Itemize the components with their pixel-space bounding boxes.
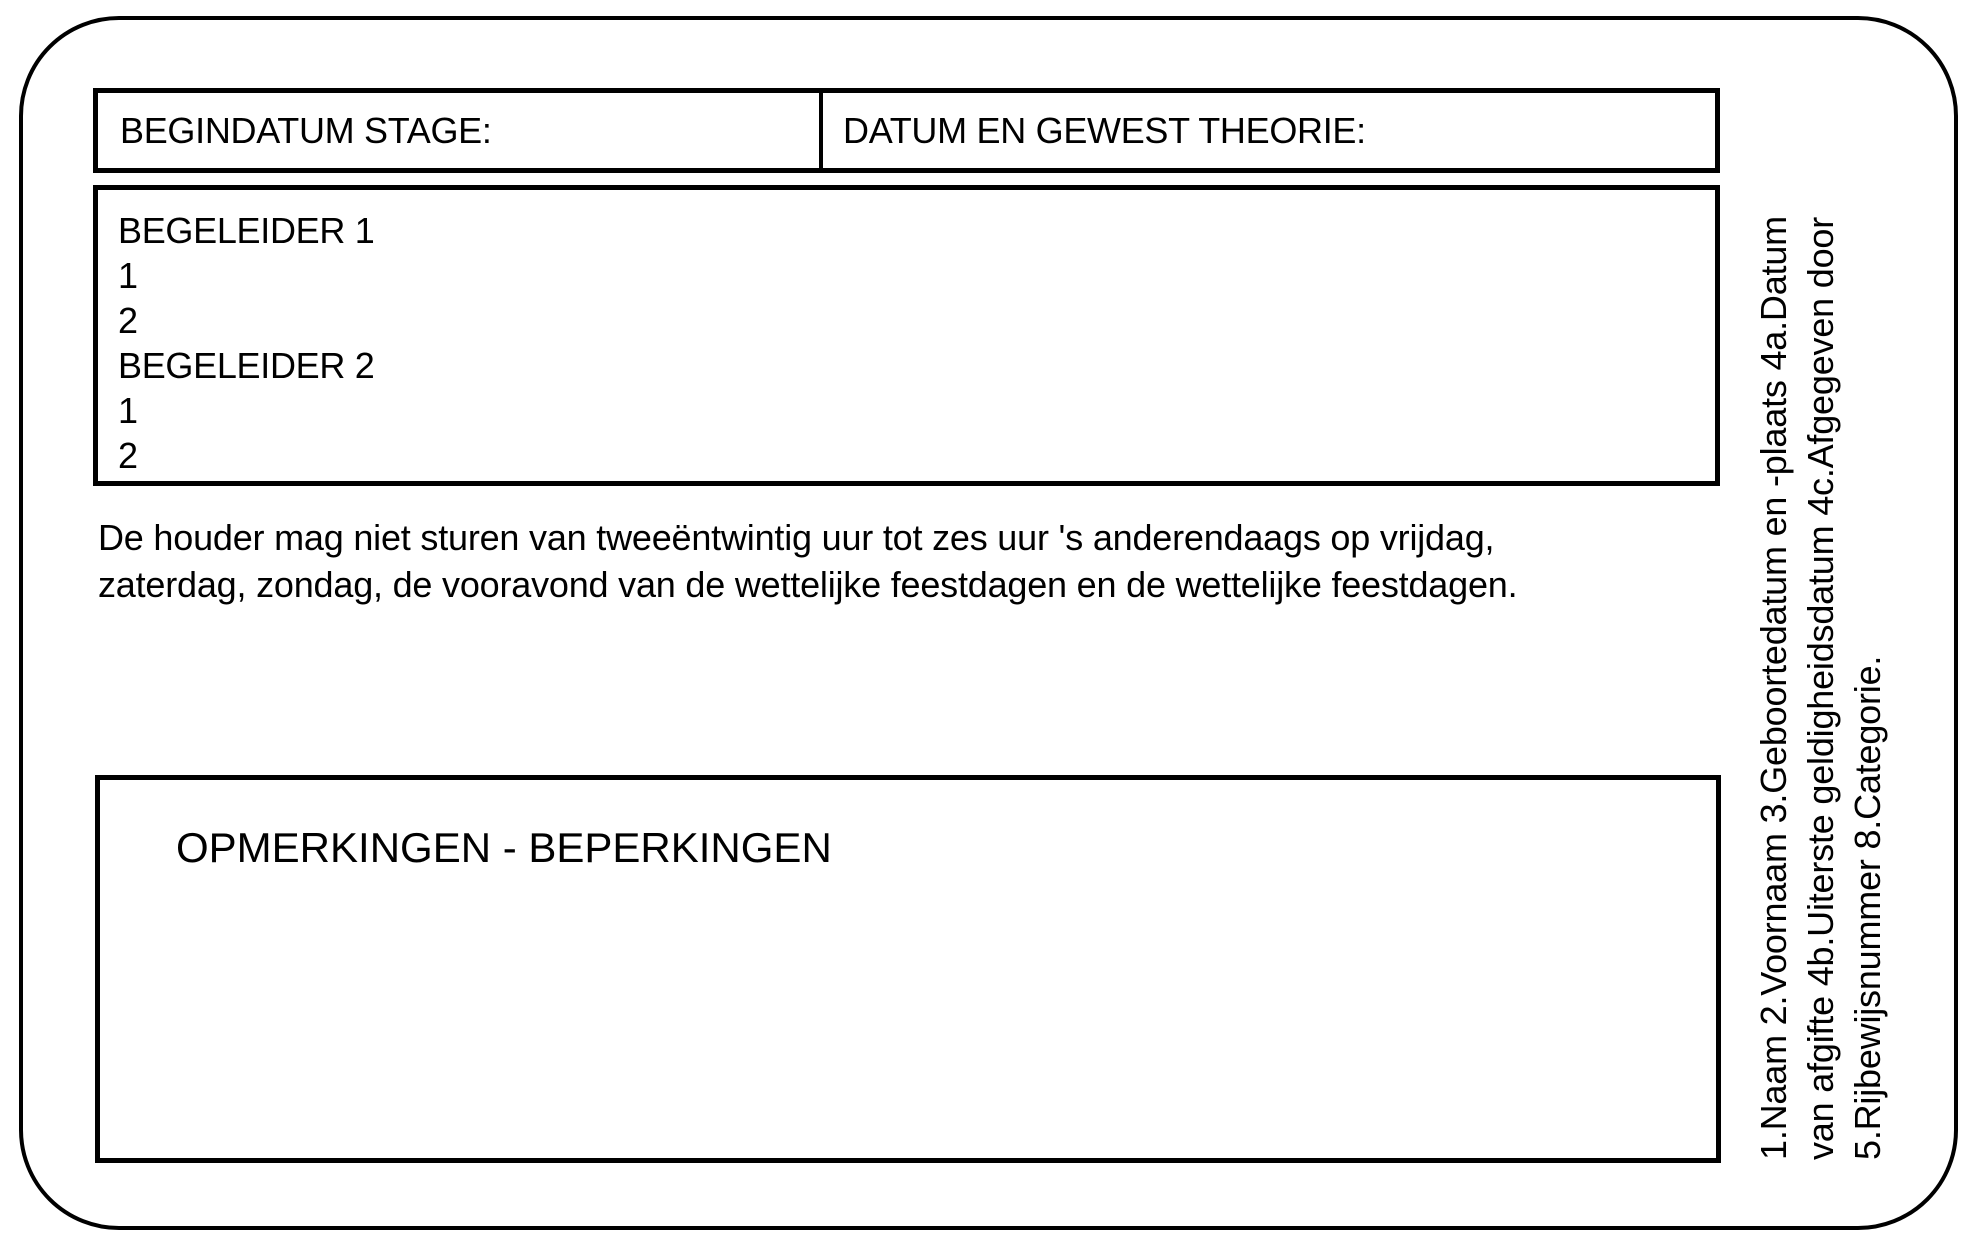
remarks-box (95, 775, 1721, 1163)
guide2-label: BEGELEIDER 2 (118, 345, 375, 386)
begindatum-stage-label: BEGINDATUM STAGE: (120, 109, 492, 151)
guide1-label: BEGELEIDER 1 (118, 210, 375, 251)
legend-line1: 1.Naam 2.Voornaam 3.Geboortedatum en -plaats 4a.Datum (1753, 216, 1794, 1160)
field-legend (1750, 100, 1900, 1160)
guide1-line2: 2 (118, 300, 138, 341)
guides-box (93, 185, 1720, 486)
legend-line3: 5.Rijbewijsnummer 8.Categorie. (1847, 655, 1888, 1160)
begindatum-stage-field (98, 93, 823, 168)
header-row (93, 88, 1720, 173)
guide2-line1: 1 (118, 390, 138, 431)
guide1-line1: 1 (118, 255, 138, 296)
guide2-line2: 2 (118, 435, 138, 476)
notice-line1: De houder mag niet sturen van tweeëntwintig uur tot zes uur 's anderendaags op vrijdag, (98, 517, 1495, 558)
driving-restriction-notice (98, 514, 1738, 608)
remarks-title: OPMERKINGEN - BEPERKINGEN (176, 824, 832, 871)
datum-gewest-theorie-field (823, 93, 1715, 168)
datum-gewest-theorie-label: DATUM EN GEWEST THEORIE: (843, 109, 1366, 151)
legend-line2: van afgifte 4b.Uiterste geldigheidsdatum 4c.Afgegeven door (1800, 216, 1841, 1160)
notice-line2: zaterdag, zondag, de vooravond van de wettelijke feestdagen en de wettelijke feestdagen. (98, 564, 1518, 605)
